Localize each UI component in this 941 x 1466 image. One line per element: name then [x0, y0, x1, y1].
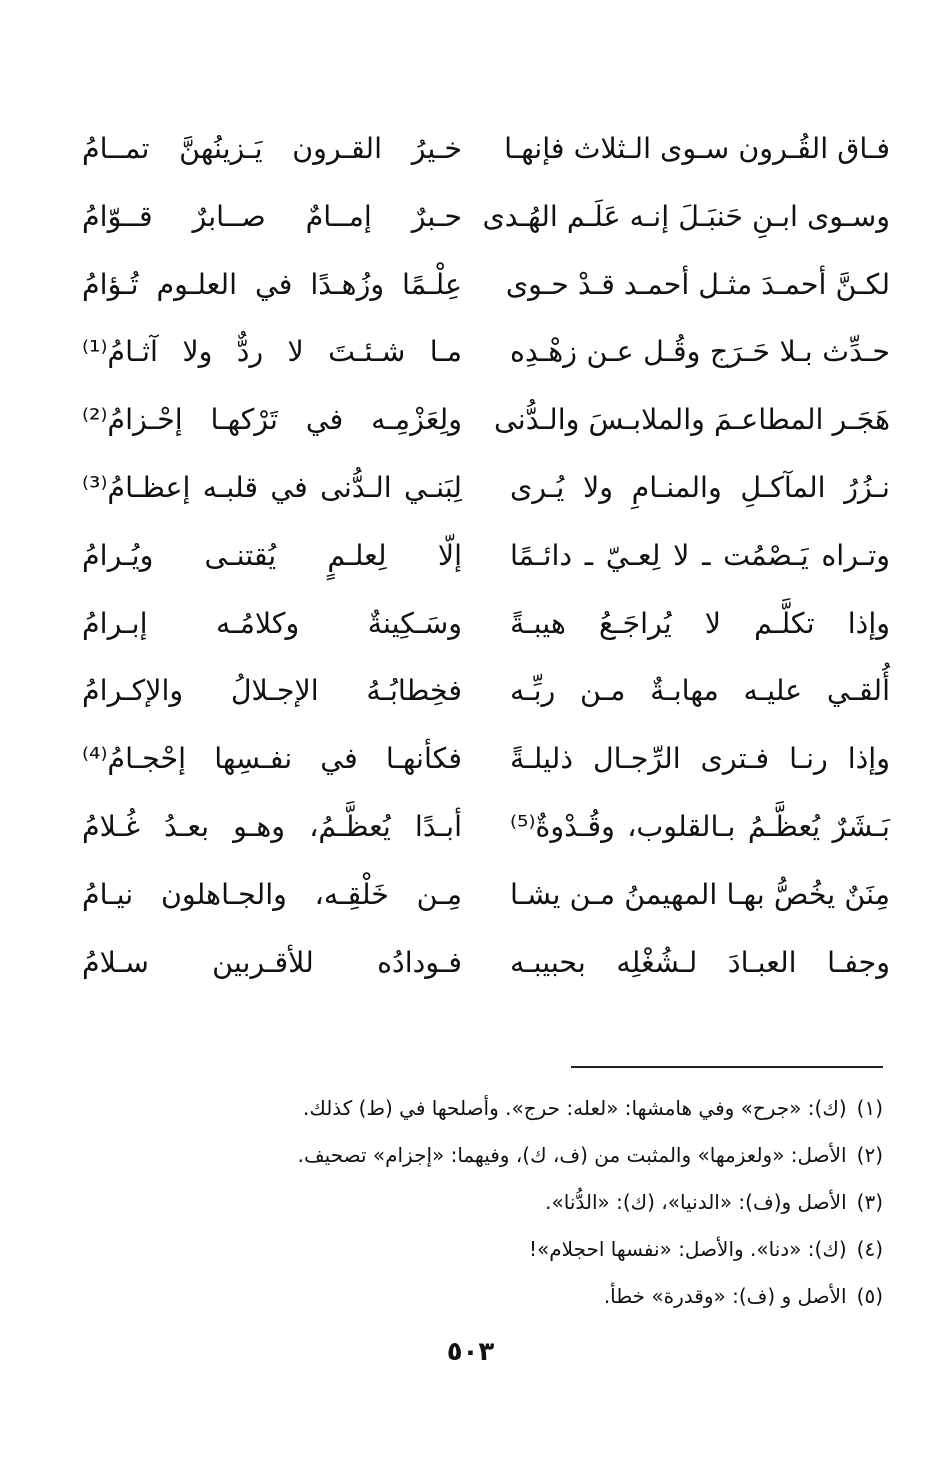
poem-verse — [70, 186, 890, 254]
verse-second-hemistich: فكأنهـا في نفـسِها إحْجـامُ⁽⁴⁾ — [82, 742, 462, 776]
verse-second-hemistich: أبـدًا يُعظَّـمُ، وهـو بعـدُ غُـلامُ — [82, 809, 462, 843]
verse-second-hemistich: حـبرٌ إمــامٌ صــابرٌ قــوّامُ — [82, 199, 462, 233]
verse-first-hemistich: هَجَـر المطاعـمَ والملابـسَ والـدُّنى — [494, 403, 890, 437]
footnote-number: (٣) — [856, 1190, 883, 1214]
poem-verse — [70, 796, 890, 864]
verse-second-hemistich: ولِعَزْمِـه في تَرْكهـا إحْـزامُ⁽²⁾ — [82, 403, 462, 437]
poem-verse — [70, 254, 890, 322]
poem-body — [70, 118, 890, 999]
footnote-text: الأصل و (ف): «وقدرة» خطأ. — [603, 1284, 847, 1308]
footnote-number: (٥) — [856, 1284, 883, 1308]
verse-second-hemistich: فخِطابُـهُ الإجـلالُ والإكـرامُ — [82, 674, 462, 708]
poem-verse — [70, 593, 890, 661]
verse-first-hemistich: حـدِّث بـلا حَـرَج وقُـل عـن زهْـدِه — [510, 335, 890, 369]
verse-first-hemistich: لكـنَّ أحمـدَ مثـل أحمـد قـدْ حـوى — [505, 267, 890, 301]
verse-first-hemistich: نـزُرُ المآكـلِ والمنـامِ ولا يُـرى — [510, 470, 890, 504]
verse-first-hemistich: وسـوى ابـنِ حَنبَـلَ إنـه عَلَـم الهُـدى — [482, 199, 890, 233]
verse-first-hemistich: وإذا رنـا فـترى الرِّجـال ذليلـةً — [510, 742, 890, 776]
verse-second-hemistich: خـيرُ القـرون يَـزينُهنَّ تمــامُ — [82, 132, 462, 165]
verse-second-hemistich: مِـن خَلْقِـه، والجـاهلون نيـامُ — [82, 877, 462, 911]
footnote-number: (٢) — [856, 1143, 883, 1167]
verse-second-hemistich: لِبَنـي الـدُّنى في قلبـه إعظـامُ⁽³⁾ — [82, 470, 462, 504]
verse-first-hemistich: وإذا تكلَّـم لا يُراجَـعُ هيبـةً — [510, 606, 890, 640]
footnote-text: الأصل و(ف): «الدنيا»، (ك): «الدُّنا». — [545, 1190, 847, 1214]
poem-verse — [70, 457, 890, 525]
verse-first-hemistich: بَـشَرٌ يُعظَّـمُ بـالقلوب، وقُـدْوةٌ⁽⁵⁾ — [510, 809, 890, 843]
verse-first-hemistich: وجفـا العبـادَ لـشُغْلِه بحبيبـه — [510, 945, 890, 979]
footnote-number: (١) — [856, 1096, 883, 1120]
footnote — [123, 1226, 883, 1273]
poem-verse — [70, 321, 890, 389]
verse-first-hemistich: أُلقـي عليـه مهابـةٌ مـن ربِّـه — [510, 674, 890, 708]
poem-verse — [70, 660, 890, 728]
verse-first-hemistich: مِنَنٌ يخُصُّ بهـا المهيمنُ مـن يشـا — [510, 877, 890, 911]
poem-verse — [70, 932, 890, 1000]
verse-second-hemistich: فـودادُه للأقـربين سـلامُ — [82, 945, 462, 979]
footnote-text: الأصل: «ولعزمها» والمثبت من (ف، ك)، وفيهما: «إجزام» تصحيف. — [297, 1143, 847, 1167]
footnote-text: (ك): «جرح» وفي هامشها: «لعله: حرج». وأصلحها في (ط) كذلك. — [303, 1096, 847, 1120]
poem-verse — [70, 728, 890, 796]
footnote — [123, 1085, 883, 1132]
verse-first-hemistich: فـاق القُـرون سـوى الـثلاث فإنهـا — [504, 132, 890, 165]
verse-second-hemistich: مـا شـئـتَ لا ردٌّ ولا آثـامُ⁽¹⁾ — [82, 335, 462, 369]
verse-second-hemistich: وسَـكِينةٌ وكلامُـه إبـرامُ — [82, 606, 462, 640]
footnote — [123, 1273, 883, 1320]
poem-verse — [70, 118, 890, 186]
poem-verse — [70, 389, 890, 457]
page-number: ٥٠٣ — [446, 1337, 495, 1367]
footnotes — [123, 1085, 883, 1320]
footnote — [123, 1179, 883, 1226]
footnote-number: (٤) — [856, 1237, 883, 1261]
verse-second-hemistich: إلّا لِعلـمٍ يُقتنـى ويُـرامُ — [82, 538, 462, 572]
verse-second-hemistich: عِلْـمًا وزُهـدًا في العلـوم تُـؤامُ — [82, 267, 462, 301]
footnote — [123, 1132, 883, 1179]
footnote-separator — [571, 1066, 883, 1068]
footnote-text: (ك): «دنا». والأصل: «نفسها احجلام»! — [529, 1237, 847, 1261]
poem-verse — [70, 525, 890, 593]
verse-first-hemistich: وتـراه يَـصْمُت ـ لا لِعـيّ ـ دائـمًا — [510, 538, 890, 572]
poem-verse — [70, 864, 890, 932]
